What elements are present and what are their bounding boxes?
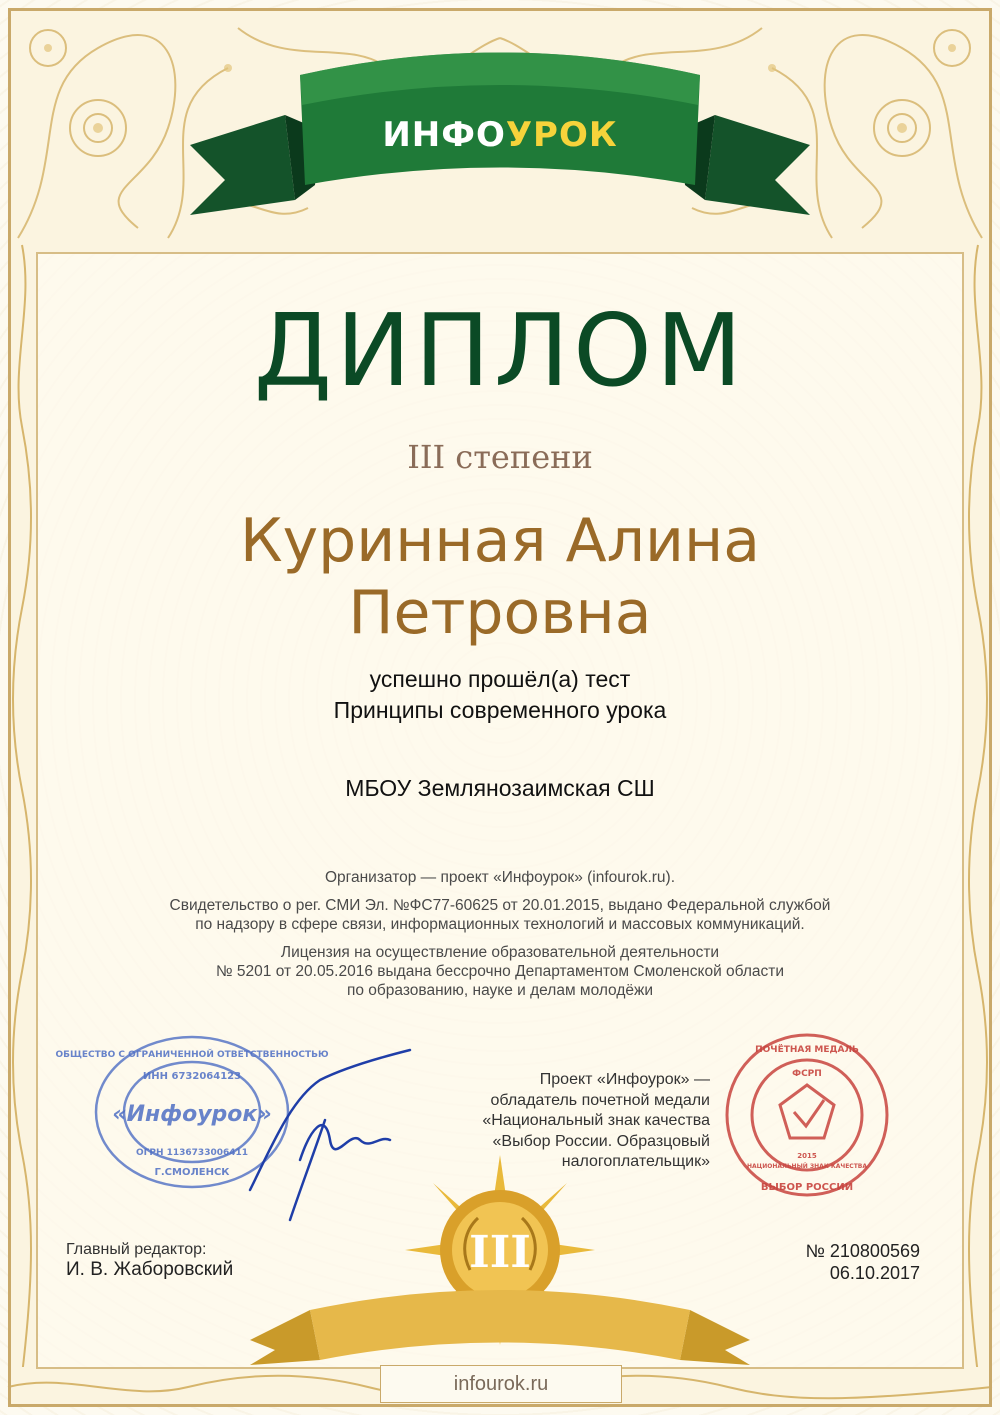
certificate-number: № 210800569 bbox=[805, 1241, 920, 1261]
recipient-name-line2: Петровна bbox=[348, 578, 652, 648]
logo-prefix: ИНФО bbox=[382, 115, 506, 155]
svg-text:ПОЧЁТНАЯ МЕДАЛЬ: ПОЧЁТНАЯ МЕДАЛЬ bbox=[755, 1045, 859, 1055]
registration-text: Свидетельство о рег. СМИ Эл. №ФС77-60625 от 20.01.2015, выдано Федеральной службой по надзору в сфере связи, информационных технологий и массовых коммуникаций. bbox=[169, 897, 831, 933]
svg-text:«Инфоурок»: «Инфоурок» bbox=[112, 1102, 272, 1127]
editor-block bbox=[66, 1240, 233, 1280]
gold-ribbon bbox=[250, 1250, 750, 1370]
signature bbox=[230, 1040, 420, 1230]
svg-text:ОГРН 1136733006411: ОГРН 1136733006411 bbox=[135, 1148, 249, 1158]
degree-roman: III bbox=[469, 1227, 531, 1278]
certificate-info bbox=[806, 1240, 920, 1284]
diploma-title: ДИПЛОМ bbox=[253, 292, 747, 409]
infourok-logo bbox=[190, 115, 810, 155]
footer-url[interactable]: infourok.ru bbox=[380, 1365, 622, 1403]
svg-text:ФСРП: ФСРП bbox=[792, 1069, 822, 1079]
logo-suffix: УРОК bbox=[505, 115, 618, 155]
license-text: Лицензия на осуществление образовательной деятельности № 5201 от 20.05.2016 выдана бессрочно Департаментом Смоленской области по образованию, науке и делам молодёжи bbox=[215, 944, 785, 999]
svg-text:НАЦИОНАЛЬНЫЙ ЗНАК КАЧЕСТВА: НАЦИОНАЛЬНЫЙ ЗНАК КАЧЕСТВА bbox=[746, 1163, 868, 1170]
achievement bbox=[0, 664, 1000, 726]
editor-name: И. В. Жаборовский bbox=[66, 1259, 234, 1280]
school-name: МБОУ Землянозаимская СШ bbox=[345, 775, 655, 801]
logo-ribbon bbox=[190, 35, 810, 235]
editor-label: Главный редактор: bbox=[66, 1241, 207, 1258]
passed-line: успешно прошёл(а) тест bbox=[369, 666, 631, 692]
svg-text:ВЫБОР РОССИИ: ВЫБОР РОССИИ bbox=[760, 1182, 854, 1193]
quality-medal bbox=[722, 1030, 892, 1200]
svg-text:ОБЩЕСТВО С ОГРАНИЧЕННОЙ ОТВЕТС: ОБЩЕСТВО С ОГРАНИЧЕННОЙ ОТВЕТСТВЕННОСТЬЮ bbox=[55, 1050, 329, 1060]
certificate-date: 06.10.2017 bbox=[829, 1263, 920, 1283]
project-note: Проект «Инфоурок» — обладатель почетной медали «Национальный знак качества «Выбор России. Образцовый налогоплательщик» bbox=[482, 1071, 710, 1170]
svg-text:2015: 2015 bbox=[797, 1152, 817, 1160]
recipient-name-line1: Куринная Алина bbox=[240, 506, 760, 576]
diploma-degree: III степени bbox=[407, 438, 593, 476]
recipient-name bbox=[0, 505, 1000, 649]
svg-text:ИНН 6732064123: ИНН 6732064123 bbox=[142, 1071, 242, 1082]
test-name: Принципы современного урока bbox=[333, 697, 667, 723]
svg-text:Г.СМОЛЕНСК: Г.СМОЛЕНСК bbox=[154, 1167, 230, 1178]
organizer-info bbox=[0, 868, 1000, 1009]
organizer-line: Организатор — проект «Инфоурок» (infourok.ru). bbox=[324, 869, 675, 886]
